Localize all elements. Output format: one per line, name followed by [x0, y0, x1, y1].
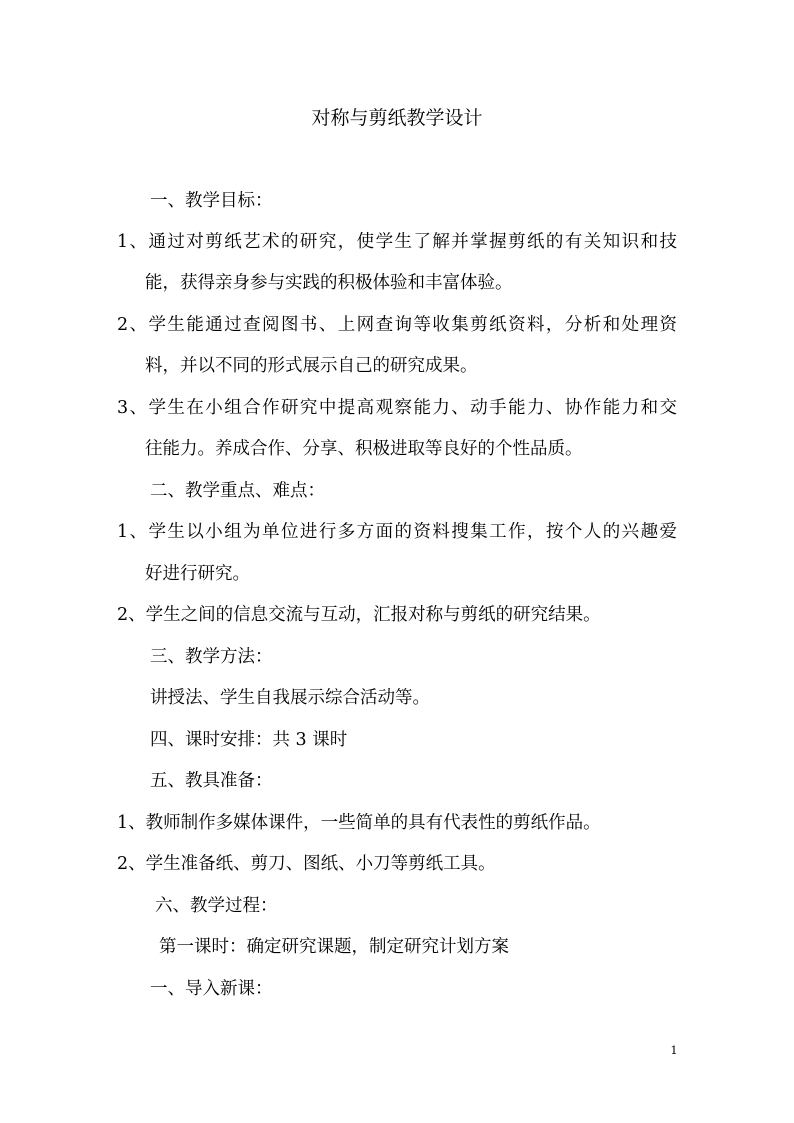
materials-item-1: 1、教师制作多媒体课件，一些简单的具有代表性的剪纸作品。 [117, 813, 601, 833]
objective-item-3-line-2: 往能力。养成合作、分享、积极进取等良好的个性品质。 [145, 439, 583, 459]
objective-item-1-line-1: 1、通过对剪纸艺术的研究，使学生了解并掌握剪纸的有关知识和技 [117, 232, 677, 252]
objective-item-3-line-1: 3、学生在小组合作研究中提高观察能力、动手能力、协作能力和交 [117, 398, 677, 418]
section-heading-objectives: 一、教学目标： [150, 191, 273, 211]
key-point-item-1-line-1: 1、学生以小组为单位进行多方面的资料搜集工作，按个人的兴趣爱 [117, 522, 677, 542]
section-heading-methods: 三、教学方法： [150, 647, 273, 667]
objective-item-2-line-2: 料，并以不同的形式展示自己的研究成果。 [145, 356, 478, 376]
objective-item-1-line-2: 能，获得亲身参与实践的积极体验和丰富体验。 [145, 273, 513, 293]
lesson-1-subheading-intro: 一、导入新课： [150, 979, 273, 999]
page-number: 1 [670, 1044, 678, 1057]
key-point-item-1-line-2: 好进行研究。 [145, 564, 250, 584]
materials-item-2: 2、学生准备纸、剪刀、图纸、小刀等剪纸工具。 [117, 854, 496, 874]
lesson-1-heading: 第一课时：确定研究课题，制定研究计划方案 [159, 937, 509, 957]
key-point-item-2: 2、学生之间的信息交流与互动，汇报对称与剪纸的研究结果。 [117, 605, 601, 625]
objective-item-2-line-1: 2、学生能通过查阅图书、上网查询等收集剪纸资料，分析和处理资 [117, 315, 677, 335]
section-heading-process: 六、教学过程： [155, 896, 278, 916]
section-heading-key-points: 二、教学重点、难点： [150, 481, 325, 501]
section-heading-schedule: 四、课时安排：共 3 课时 [150, 730, 348, 750]
section-heading-materials: 五、教具准备： [150, 771, 273, 791]
methods-text: 讲授法、学生自我展示综合活动等。 [150, 688, 430, 708]
document-title: 对称与剪纸教学设计 [311, 107, 483, 129]
